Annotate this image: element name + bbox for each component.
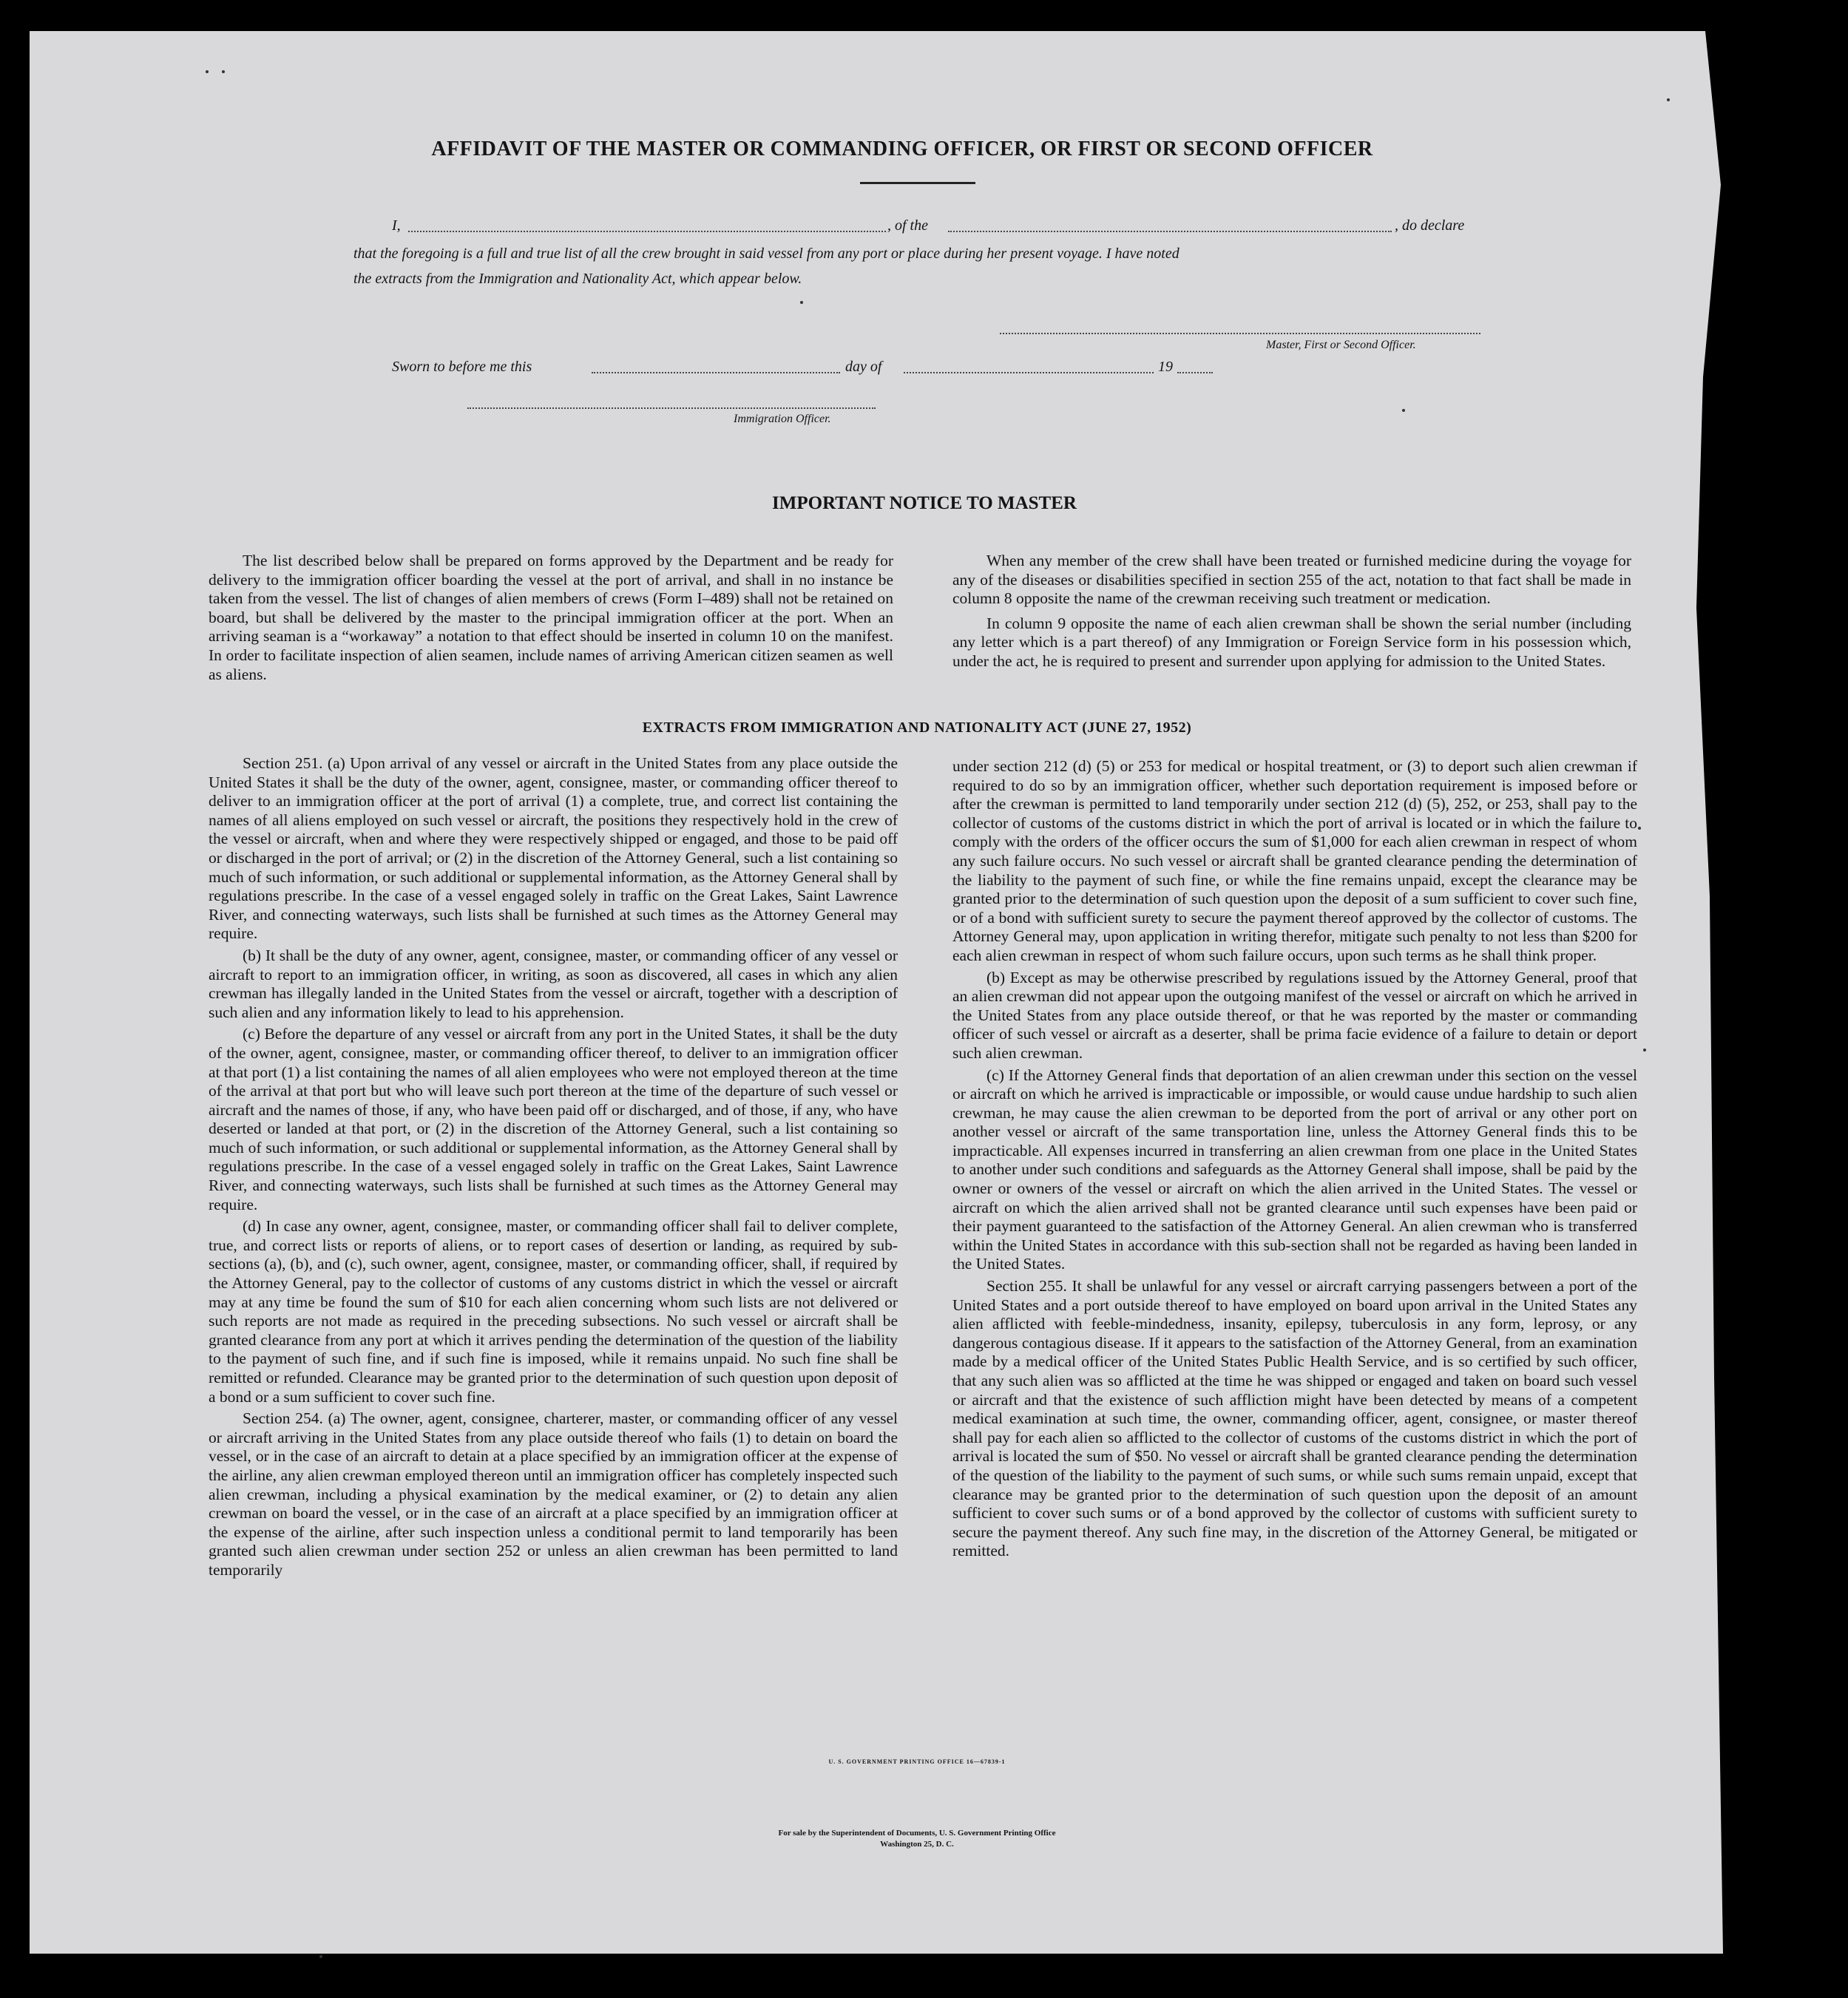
affidavit-title: AFFIDAVIT OF THE MASTER OR COMMANDING OFFICER, OR FIRST OR SECOND OFFICER <box>431 138 1373 160</box>
day-of-label: day of <box>845 359 882 375</box>
act-section-paragraph: Section 255. It shall be unlawful for any vessel or aircraft carrying passengers between a port of the United States and a port outside thereof to have employed on board upon arrival in the United States any alien afflicted with feeble-mindedness, insanity, epilepsy, tuberculosis in any form, leprosy, or any dangerous contagious disease. If it appears to the satisfaction of the Attorney General, from an examination made by a medical officer of the United States Public Health Service, and is so certified by such officer, that any such alien was so afflicted at the time he was shipped or engaged and taken on board such vessel or aircraft and that the existence of such affliction might have been detected by means of a competent medical examination at such time, the owner, commanding officer, agent, consignee, or master thereof shall pay for each alien so afflicted to the collector of customs of the customs district in which the port of arrival is located the sum of $50. No vessel or aircraft shall be granted clearance pending the determination of the question of the liability to the payment of such sums, or while such sums remain unpaid, except that clearance may be granted prior to the determination of such question upon the deposit of an amount sufficient to cover such sums or of a bond approved by the collector of customs with sufficient surety to secure the payment thereof. Any such fine may, in the discretion of the Attorney General, be mitigated or remitted. <box>952 1277 1637 1560</box>
officer-signature-field[interactable] <box>467 407 876 409</box>
notice-paragraph: The list described below shall be prepared on forms approved by the Department and be ready for delivery to the immigration officer boarding the vessel at the port of arrival, and shall in no instance be taken from the vessel. The list of changes of alien members of crews (Form I–489) shall not be retained on board, but shall be delivered by the master to the principal immigration officer at the port. When an arriving seaman is a “workaway” a notation to that effect should be inserted in column 10 on the manifest. In order to facilitate inspection of alien seamen, include names of arriving American citizen seamen as well as aliens. <box>209 552 893 683</box>
act-section-paragraph: Section 254. (a) The owner, agent, consignee, charterer, master, or commanding officer of any vessel or aircraft arriving in the United States from any place outside thereof who fails (1) to detain on board the vessel, or in the case of an aircraft to detain at a place specified by an immigration officer at the expense of the airline, any alien crewman employed thereon until an immigration officer has completely inspected such alien crewman, including a physical examination by the medical examiner, or (2) to detain any alien crewman on board the vessel, or in the case of an aircraft at a place specified by an immigration officer at the expense of the airline, after such inspection unless a conditional permit to land temporarily has been granted such alien crewman under section 252 or unless an alien crewman has been permitted to land temporarily <box>209 1409 898 1579</box>
punch-hole <box>1736 1362 1767 1393</box>
punch-hole <box>1734 693 1765 724</box>
printing-office-mark: U. S. GOVERNMENT PRINTING OFFICE 16—67839-1 <box>828 1758 1006 1765</box>
punch-hole <box>1736 1259 1767 1290</box>
act-section-paragraph: (b) It shall be the duty of any owner, agent, consignee, master, or commanding officer of any vessel or aircraft to report to an immigration officer, in writing, as soon as discovered, all cases in which any alien crewman has illegally landed in the United States from the vessel or aircraft, together with a description of such alien and any information likely to lead to his apprehension. <box>209 946 898 1021</box>
act-section-paragraph: (c) If the Attorney General finds that deportation of an alien crewman under this section on the vessel or aircraft on which he arrived is impracticable or impossible, or would cause undue hardship to such alien crewman, he may cause the alien crewman to be deported from the port of arrival or any other port on another vessel or aircraft of the same transportation line, unless the Attorney General finds this to be impracticable. All expenses incurred in transferring an alien crewman from one place in the United States to another under such conditions and safeguards as the Attorney General shall impose, shall be paid by the owner or owners of the vessel or aircraft on which the alien arrived in the United States. The vessel or aircraft on which the alien arrived shall not be granted clearance until such expenses have been paid or their payment guaranteed to the satisfaction of the Attorney General. An alien crewman who is transferred within the United States in accordance with this sub-section shall not be regarded as having been landed in the United States. <box>952 1066 1637 1273</box>
notice-paragraph: In column 9 opposite the name of each alien crewman shall be shown the serial number (including any letter which is a part thereof) of any Immigration or Foreign Service form in his possession which, under the act, he is required to present and surrender upon applying for admission to the United States. <box>952 614 1631 670</box>
act-section-paragraph: (d) In case any owner, agent, consignee, master, or commanding officer shall fail to deliver complete, true, and correct lists or reports of aliens, or to report cases of desertion or landing, as required by sub-sections (a), (b), and (c), such owner, agent, consignee, master, or commanding officer, shall, if required by the Attorney General, pay to the collector of customs of any customs district in which the vessel or aircraft may at any time be found the sum of $10 for each alien concerning whom such lists are not delivered or such reports are not made as required in the preceding subsections. No such vessel or aircraft shall be granted clearance from any port at which it arrives pending the determination of the question of the liability to the payment of such fine, and if such fine is imposed, while it remains unpaid. No such fine shall be remitted or refunded. Clearance may be granted prior to the determination of such question upon deposit of a bond or a sum sufficient to cover such fine. <box>209 1217 898 1406</box>
speck <box>1638 827 1641 830</box>
officer-signature-label: Immigration Officer. <box>734 413 831 425</box>
master-signature-field[interactable] <box>1000 333 1480 334</box>
speck <box>206 70 209 73</box>
title-divider <box>860 182 975 184</box>
speck <box>1643 1049 1646 1052</box>
extracts-left-column <box>209 754 898 1583</box>
master-signature-label: Master, First or Second Officer. <box>1266 339 1416 351</box>
name-field[interactable] <box>408 231 886 232</box>
act-section-paragraph: (b) Except as may be otherwise prescribed by regulations issued by the Attorney General, proof that an alien crewman did not appear upon the outgoing manifest of the vessel or aircraft on which he arrived in the United States from any place outside thereof, or that he was reported by the master or commanding officer of such vessel or aircraft as a deserter, shall be prima facie evidence of a failure to detain or deport such alien crewman. <box>952 968 1637 1062</box>
punch-hole <box>1734 589 1765 620</box>
vessel-field[interactable] <box>948 231 1392 232</box>
footer-line: Washington 25, D. C. <box>880 1840 954 1849</box>
affidavit-statement-line: that the foregoing is a full and true list of all the crew brought in said vessel from any port or place during her present voyage. I have noted <box>353 245 1179 262</box>
affidavit-statement-line: the extracts from the Immigration and Nationality Act, which appear below. <box>353 271 802 287</box>
extracts-title: EXTRACTS FROM IMMIGRATION AND NATIONALITY ACT (JUNE 27, 1952) <box>642 719 1192 736</box>
affidavit-i-label: I, <box>392 217 401 234</box>
notice-title: IMPORTANT NOTICE TO MASTER <box>772 493 1077 513</box>
year-label: 19 <box>1158 359 1173 375</box>
extracts-right-column <box>952 757 1637 1564</box>
footer <box>562 1828 1272 1850</box>
sworn-month-field[interactable] <box>904 372 1154 373</box>
sworn-label: Sworn to before me this <box>392 359 532 375</box>
speck <box>1402 409 1405 412</box>
act-section-paragraph: under section 212 (d) (5) or 253 for medical or hospital treatment, or (3) to deport such alien crewman if required to do so by an immigration officer, whether such deportation requirement is imposed before or after the crewman is permitted to land temporarily under section 212 (d) (5), 252, or 253, shall pay to the collector of customs of the customs district in which the port of arrival is located or in which the failure to comply with the orders of the officer occurs the sum of $1,000 for each alien crewman in respect of whom any such failure occurs. No such vessel or aircraft shall be granted clearance pending the determination of the liability to the payment of such fine, or while the fine remains unpaid, except the clearance may be granted prior to the determination of such question upon the deposit of a sum sufficient to cover such fine, or of a bond with sufficient surety to secure the payment thereof approved by the collector of customs. The Attorney General may, upon application in writing therefor, mitigate such penalty to not less than $200 for each alien crewman in respect of whom such failure occurs, upon such terms as he shall think proper. <box>952 757 1637 964</box>
notice-left-column <box>209 552 893 687</box>
speck <box>319 1955 322 1958</box>
sworn-date-field[interactable] <box>592 372 840 373</box>
footer-line: For sale by the Superintendent of Documents, U. S. Government Printing Office <box>778 1829 1056 1838</box>
notice-paragraph: When any member of the crew shall have been treated or furnished medicine during the voyage for any of the diseases or disabilities specified in section 255 of the act, notation to that fact shall be made in column 8 opposite the name of the crewman receiving such treatment or medication. <box>952 552 1631 608</box>
notice-right-column <box>952 552 1631 674</box>
torn-edge <box>1679 31 1723 1954</box>
affidavit-of-the-label: , of the <box>887 217 928 234</box>
act-section-paragraph: Section 251. (a) Upon arrival of any vessel or aircraft in the United States from any place outside the United States it shall be the duty of the owner, agent, consignee, master, or commanding officer thereof to deliver to an immigration officer at the port of arrival (1) a complete, true, and correct list containing the names of all aliens employed on such vessel or aircraft, the positions they respectively hold in the crew of the vessel or aircraft, when and where they were respectively shipped or engaged, and those to be paid off or discharged in the port of arrival; or (2) in the discretion of the Attorney General, such a list containing so much of such information, or such additional or supplemental information, as the Attorney General shall by regulations prescribe. In the case of a vessel engaged solely in traffic on the Great Lakes, Saint Lawrence River, and connecting waterways, such lists shall be furnished at such times as the Attorney General may require. <box>209 754 898 943</box>
sworn-year-field[interactable] <box>1177 372 1213 373</box>
speck <box>222 70 225 73</box>
speck <box>1667 98 1670 101</box>
affidavit-declare-label: , do declare <box>1395 217 1465 234</box>
punch-hole <box>1730 294 1761 325</box>
act-section-paragraph: (c) Before the departure of any vessel or aircraft from any port in the United States, it shall be the duty of the owner, agent, consignee, master, or commanding officer thereof, to deliver to an immigration officer at that port (1) a list containing the names of all alien employees who were not employed thereon at the time of the arrival at that port but who will leave such port thereon at the time of the departure of such vessel or aircraft and the names of those, if any, who have been paid off or discharged, and of those, if any, who have deserted or landed at that port, or (2) in the discretion of the Attorney General, such a list containing so much of such information, or such additional or supplemental information, as the Attorney General shall by regulations prescribe. In the case of a vessel engaged solely in traffic on the Great Lakes, Saint Lawrence River, and connecting waterways, such lists shall be furnished at such times as the Attorney General may require. <box>209 1025 898 1213</box>
punch-hole <box>1740 1753 1771 1784</box>
speck <box>800 301 803 304</box>
